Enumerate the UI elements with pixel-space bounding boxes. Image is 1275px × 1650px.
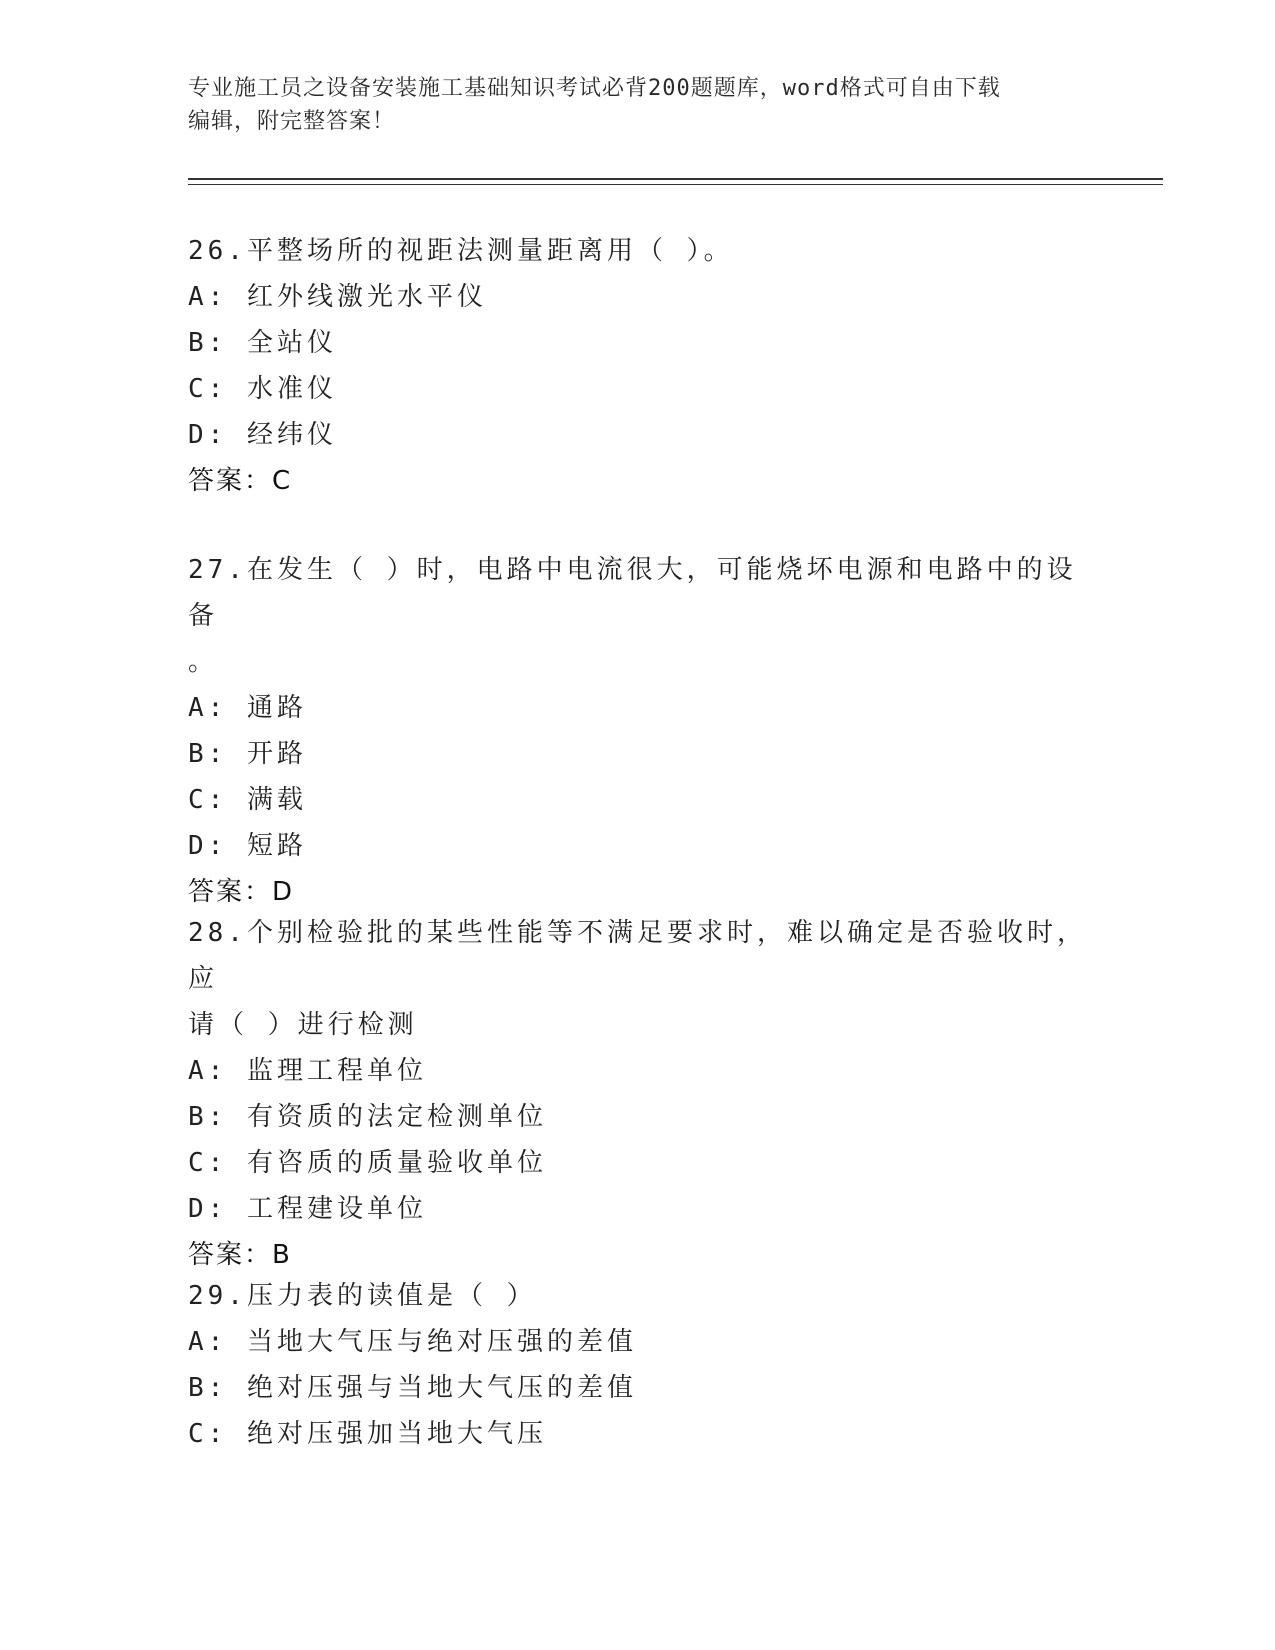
option-a: A: 通路 bbox=[188, 693, 307, 723]
option-b: B: 有资质的法定检测单位 bbox=[188, 1102, 547, 1132]
option-c: C: 满载 bbox=[188, 785, 307, 815]
answer: 答案：B bbox=[188, 1240, 292, 1270]
option-d: D: 经纬仪 bbox=[188, 420, 337, 450]
question-27 bbox=[188, 547, 1088, 915]
question-28 bbox=[188, 910, 1088, 1278]
header-line-1: 专业施工员之设备安装施工基础知识考试必背200题题库，word格式可自由下载 bbox=[188, 76, 1001, 101]
document-header bbox=[188, 72, 1068, 138]
option-c: C: 绝对压强加当地大气压 bbox=[188, 1419, 547, 1449]
header-divider-thick bbox=[188, 178, 1163, 180]
option-a: A: 当地大气压与绝对压强的差值 bbox=[188, 1327, 637, 1357]
question-title: 26.平整场所的视距法测量距离用（ ）。 bbox=[188, 236, 734, 266]
question-26 bbox=[188, 228, 1088, 504]
answer: 答案：C bbox=[188, 466, 293, 496]
option-a: A: 红外线激光水平仪 bbox=[188, 282, 487, 312]
question-title-line-2: 。 bbox=[188, 647, 219, 677]
question-title-line-2: 请（ ）进行检测 bbox=[188, 1010, 418, 1040]
question-title: 29.压力表的读值是（ ） bbox=[188, 1281, 537, 1311]
option-b: B: 全站仪 bbox=[188, 328, 337, 358]
question-29 bbox=[188, 1273, 1088, 1457]
question-title-line-1: 27.在发生（ ）时，电路中电流很大，可能烧坏电源和电路中的设备 bbox=[188, 555, 1077, 631]
question-title-line-1: 28.个别检验批的某些性能等不满足要求时，难以确定是否验收时，应 bbox=[188, 918, 1087, 994]
header-line-2: 编辑，附完整答案！ bbox=[188, 109, 396, 134]
answer: 答案：D bbox=[188, 877, 295, 907]
option-c: C: 水准仪 bbox=[188, 374, 337, 404]
option-d: D: 短路 bbox=[188, 831, 307, 861]
option-b: B: 开路 bbox=[188, 739, 307, 769]
option-c: C: 有咨质的质量验收单位 bbox=[188, 1148, 547, 1178]
option-a: A: 监理工程单位 bbox=[188, 1056, 427, 1086]
option-b: B: 绝对压强与当地大气压的差值 bbox=[188, 1373, 637, 1403]
header-divider-thin bbox=[188, 184, 1163, 185]
option-d: D: 工程建设单位 bbox=[188, 1194, 427, 1224]
